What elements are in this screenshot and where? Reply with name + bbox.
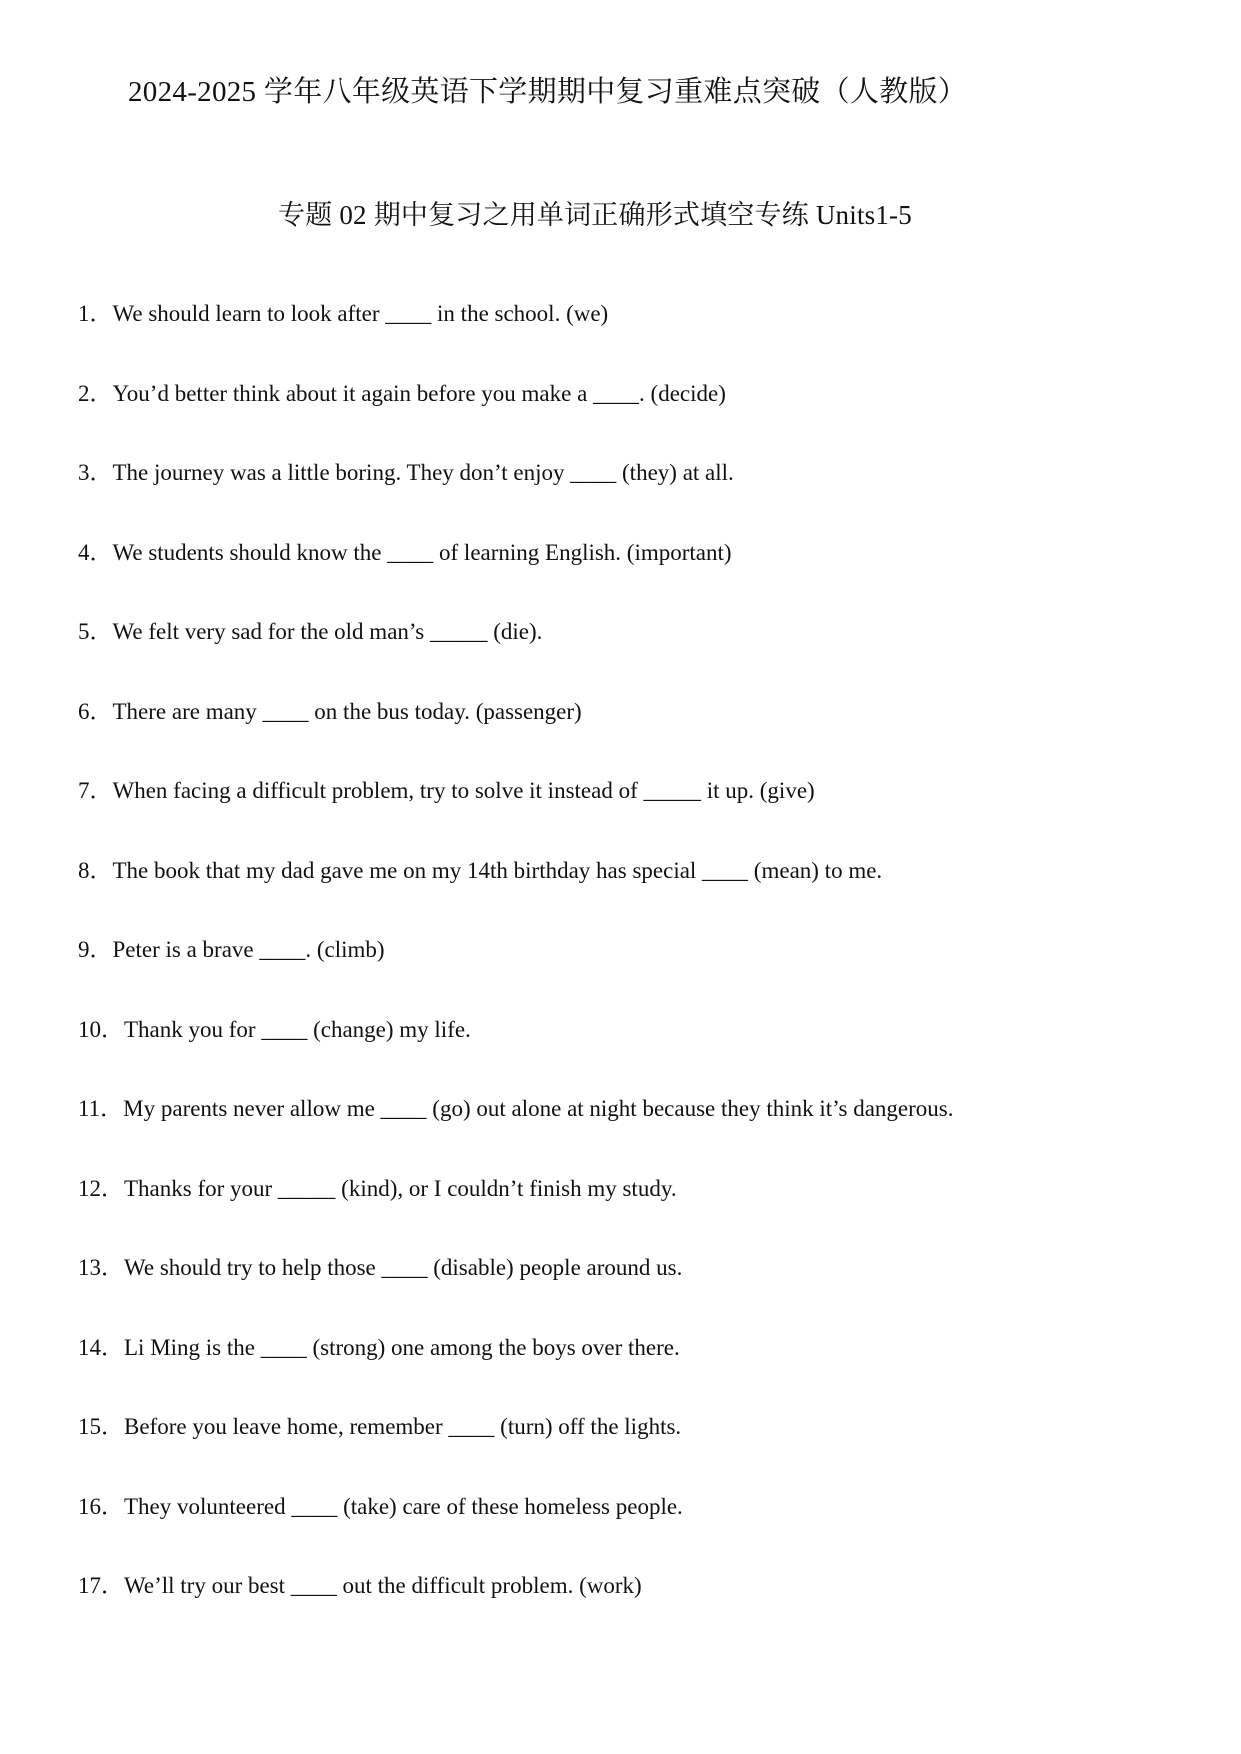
- question-item: [78, 1491, 1198, 1571]
- question-item: [78, 1332, 1198, 1412]
- question-number: 2．: [78, 380, 113, 406]
- question-text: Li Ming is the ____ (strong) one among the boys over there.: [124, 1334, 680, 1360]
- question-number: 7．: [78, 778, 113, 803]
- question-item: [78, 855, 1198, 935]
- question-text: When facing a difficult problem, try to solve it instead of _____ it up. (give): [112, 778, 815, 803]
- question-text: They volunteered ____ (take) care of these homeless people.: [124, 1493, 683, 1519]
- question-item: [78, 616, 1198, 696]
- question-number: 4．: [78, 539, 113, 565]
- question-number: 6．: [78, 698, 113, 724]
- question-item: [78, 457, 1198, 537]
- question-item: [78, 934, 1198, 1014]
- question-number: 3．: [78, 460, 113, 485]
- question-number: 8．: [78, 857, 113, 883]
- question-text: We should learn to look after ____ in the school. (we): [112, 301, 609, 326]
- question-number: 10．: [78, 1016, 124, 1042]
- question-text: Before you leave home, remember ____ (turn) off the lights.: [124, 1414, 682, 1439]
- question-text: You’d better think about it again before you make a ____. (decide): [112, 380, 726, 406]
- document-subtitle: 专题 02 期中复习之用单词正确形式填空专练 Units1-5: [278, 200, 912, 230]
- question-text: Thanks for your _____ (kind), or I couldn’t finish my study.: [124, 1175, 677, 1201]
- question-item: [78, 1411, 1198, 1491]
- question-list: [78, 298, 1198, 1650]
- question-number: 9．: [78, 937, 113, 962]
- question-item: [78, 1570, 1198, 1650]
- document-title: 2024-2025 学年八年级英语下学期期中复习重难点突破（人教版）: [128, 76, 968, 108]
- question-text: We felt very sad for the old man’s _____ (die).: [112, 619, 543, 644]
- question-number: 11．: [78, 1096, 124, 1121]
- question-item: [78, 696, 1198, 776]
- question-number: 13．: [78, 1255, 124, 1280]
- question-item: [78, 1093, 1198, 1173]
- question-text: The journey was a little boring. They don’t enjoy ____ (they) at all.: [112, 460, 734, 485]
- question-text: Thank you for ____ (change) my life.: [124, 1016, 471, 1042]
- question-text: Peter is a brave ____. (climb): [112, 937, 385, 962]
- question-number: 17．: [78, 1573, 124, 1598]
- question-text: My parents never allow me ____ (go) out alone at night because they think it’s dangerous.: [123, 1096, 954, 1121]
- question-item: [78, 775, 1198, 855]
- question-text: There are many ____ on the bus today. (passenger): [112, 698, 582, 724]
- question-number: 12．: [78, 1175, 124, 1201]
- question-text: We should try to help those ____ (disable) people around us.: [124, 1255, 683, 1280]
- question-item: [78, 298, 1198, 378]
- question-item: [78, 378, 1198, 458]
- question-item: [78, 1173, 1198, 1253]
- question-number: 16．: [78, 1493, 124, 1519]
- question-number: 14．: [78, 1334, 124, 1360]
- question-number: 15．: [78, 1414, 124, 1439]
- question-text: We’ll try our best ____ out the difficult problem. (work): [124, 1573, 642, 1598]
- question-number: 5．: [78, 619, 113, 644]
- question-number: 1．: [78, 301, 113, 326]
- question-item: [78, 537, 1198, 617]
- question-item: [78, 1014, 1198, 1094]
- question-text: The book that my dad gave me on my 14th birthday has special ____ (mean) to me.: [112, 857, 883, 883]
- question-text: We students should know the ____ of learning English. (important): [112, 539, 732, 565]
- question-item: [78, 1252, 1198, 1332]
